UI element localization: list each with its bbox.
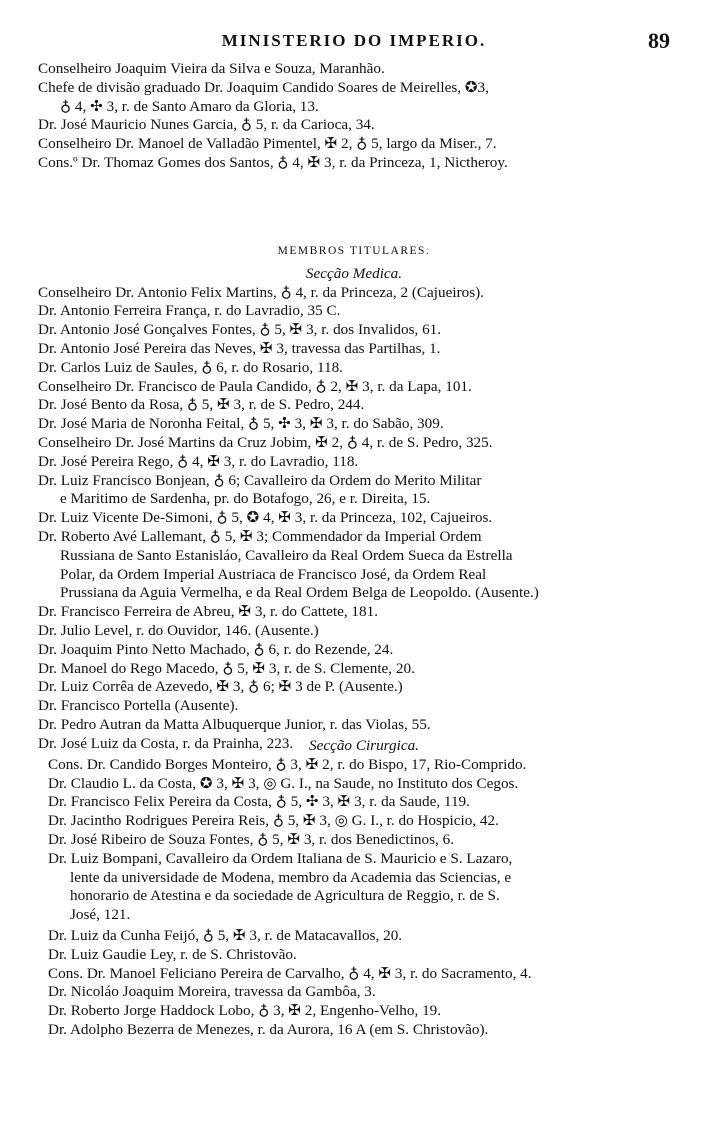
entry-line: Cons. Dr. Manoel Feliciano Pereira de Carvalho, ♁ 4, ✠ 3, r. do Sacramento, 4.	[48, 964, 532, 982]
entry-line: e Maritimo de Sardenha, pr. do Botafogo, 26, e r. Direita, 15.	[60, 490, 431, 508]
medica-section	[38, 236, 670, 754]
intro-entries	[38, 60, 670, 173]
entry-line: Dr. Roberto Avé Lallemant, ♁ 5, ✠ 3; Commendador da Imperial Ordem	[38, 527, 482, 545]
cirurgica-section-continued	[48, 927, 680, 1040]
entry-line: Prussiana da Aguia Vermelha, e da Real Ordem Belga de Leopoldo. (Ausente.)	[60, 584, 539, 602]
entry-line: Dr. Francisco Portella (Ausente).	[38, 697, 239, 715]
entry-line: Dr. Claudio L. da Costa, ✪ 3, ✠ 3, ◎ G. I., na Saude, no Instituto dos Cegos.	[48, 774, 519, 792]
entry-line: honorario de Atestina e da sociedade de Agricultura de Reggio, r. de S.	[70, 887, 500, 905]
entry-line: Russiana de Santo Estanisláo, Cavalleiro da Real Ordem Sueca da Estrella	[60, 546, 513, 564]
entry-line: ♁ 4, ✣ 3, r. de Santo Amaro da Gloria, 13.	[60, 97, 319, 115]
entry-line: lente da universidade de Modena, membro da Academia das Sciencias, e	[70, 868, 512, 886]
members-heading: MEMBROS TITULARES.	[277, 245, 431, 257]
entry-line: Dr. Nicoláo Joaquim Moreira, travessa da Gambôa, 3.	[48, 983, 376, 1001]
entry-line: José, 121.	[70, 906, 131, 924]
entry-line: Conselheiro Dr. Francisco de Paula Candido, ♁ 2, ✠ 3, r. da Lapa, 101.	[38, 377, 472, 395]
entry-line: Dr. Manoel do Rego Macedo, ♁ 5, ✠ 3, r. de S. Clemente, 20.	[38, 659, 415, 677]
page-header	[38, 28, 670, 56]
entry-line: Dr. Francisco Felix Pereira da Costa, ♁ 5, ✣ 3, ✠ 3, r. da Saude, 119.	[48, 793, 470, 811]
entry-line: Cons. Dr. Candido Borges Monteiro, ♁ 3, ✠ 2, r. do Bispo, 17, Rio-Comprido.	[48, 755, 527, 773]
entry-line: Dr. José Maria de Noronha Feital, ♁ 5, ✣ 3, ✠ 3, r. do Sabão, 309.	[38, 415, 444, 433]
entry-line: Cons.º Dr. Thomaz Gomes dos Santos, ♁ 4, ✠ 3, r. da Princeza, 1, Nictheroy.	[38, 153, 508, 171]
entry-line: Dr. Julio Level, r. do Ouvidor, 146. (Ausente.)	[38, 621, 319, 639]
running-title: MINISTERIO DO IMPERIO.	[221, 31, 487, 50]
entry-line: Conselheiro Joaquim Vieira da Silva e Souza, Maranhão.	[38, 60, 385, 77]
entry-line: Dr. Luiz Francisco Bonjean, ♁ 6; Cavalleiro da Ordem do Merito Militar	[38, 471, 482, 489]
entry-line: Conselheiro Dr. Antonio Felix Martins, ♁ 4, r. da Princeza, 2 (Cajueiros).	[38, 283, 484, 301]
entry-line: Dr. Luiz Bompani, Cavalleiro da Ordem Italiana de S. Mauricio e S. Lazaro,	[48, 849, 513, 867]
entry-line: Conselheiro Dr. José Martins da Cruz Jobim, ✠ 2, ♁ 4, r. de S. Pedro, 325.	[38, 433, 493, 451]
entry-line: Dr. Luiz Vicente De-Simoni, ♁ 5, ✪ 4, ✠ 3, r. da Princeza, 102, Cajueiros.	[38, 509, 493, 527]
entry-line: Polar, da Ordem Imperial Austriaca de Francisco José, da Ordem Real	[60, 565, 487, 583]
entry-line: Dr. Antonio José Pereira das Neves, ✠ 3, travessa das Partilhas, 1.	[38, 339, 441, 357]
entry-line: Dr. Jacintho Rodrigues Pereira Reis, ♁ 5, ✠ 3, ◎ G. I., r. do Hospicio, 42.	[48, 812, 499, 830]
entry-line: Dr. José Ribeiro de Souza Fontes, ♁ 5, ✠ 3, r. dos Benedictinos, 6.	[48, 830, 455, 848]
entry-line: Dr. José Luiz da Costa, r. da Prainha, 223.	[38, 734, 294, 752]
entry-line: Dr. Luiz da Cunha Feijó, ♁ 5, ✠ 3, r. de Matacavallos, 20.	[48, 927, 403, 944]
section-title-cirurgica: Secção Cirurgica.	[309, 737, 419, 754]
entry-line: Dr. Pedro Autran da Matta Albuquerque Junior, r. das Violas, 55.	[38, 715, 431, 733]
entry-line: Dr. Joaquim Pinto Netto Machado, ♁ 6, r. do Rezende, 24.	[38, 640, 394, 658]
entry-line: Dr. José Pereira Rego, ♁ 4, ✠ 3, r. do Lavradio, 118.	[38, 452, 359, 470]
cirurgica-section	[48, 737, 680, 925]
section-title-medica: Secção Medica.	[305, 264, 403, 282]
entry-line: Dr. Luiz Corrêa de Azevedo, ✠ 3, ♁ 6; ✠ 3 de P. (Ausente.)	[38, 678, 403, 696]
entry-line: Dr. Carlos Luiz de Saules, ♁ 6, r. do Rosario, 118.	[38, 358, 343, 376]
entry-line: Dr. Roberto Jorge Haddock Lobo, ♁ 3, ✠ 2, Engenho-Velho, 19.	[48, 1002, 442, 1020]
entry-line: Dr. Antonio José Gonçalves Fontes, ♁ 5, ✠ 3, r. dos Invalidos, 61.	[38, 321, 442, 339]
entry-line: Conselheiro Dr. Manoel de Valladão Pimentel, ✠ 2, ♁ 5, largo da Miser., 7.	[38, 135, 497, 153]
entry-line: Chefe de divisão graduado Dr. Joaquim Candido Soares de Meirelles, ✪3,	[38, 78, 489, 96]
entry-line: Dr. Francisco Ferreira de Abreu, ✠ 3, r. do Cattete, 181.	[38, 603, 379, 621]
entry-line: Dr. Luiz Gaudie Ley, r. de S. Christovão.	[48, 945, 297, 963]
entry-line: Dr. José Mauricio Nunes Garcia, ♁ 5, r. da Carioca, 34.	[38, 116, 375, 134]
entry-line: Dr. José Bento da Rosa, ♁ 5, ✠ 3, r. de S. Pedro, 244.	[38, 396, 365, 414]
page-number: 89	[648, 28, 670, 53]
entry-line: Dr. Antonio Ferreira França, r. do Lavradio, 35 C.	[38, 302, 341, 320]
entry-line: Dr. Adolpho Bezerra de Menezes, r. da Aurora, 16 A (em S. Christovão).	[48, 1020, 489, 1038]
